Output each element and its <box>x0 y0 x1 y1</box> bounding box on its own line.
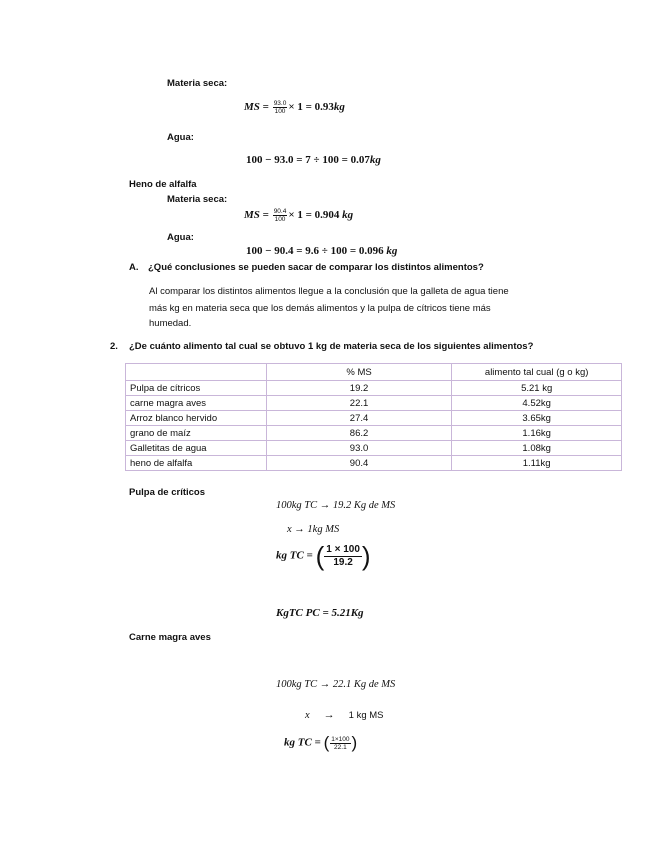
as-fed-cell: 1.08kg <box>452 441 622 456</box>
table-header-cell: alimento tal cual (g o kg) <box>452 364 622 381</box>
ms-percent-cell: 93.0 <box>266 441 452 456</box>
as-fed-cell: 1.16kg <box>452 426 622 441</box>
as-fed-cell: 3.65kg <box>452 411 622 426</box>
agua-formula: 100 − 93.0 = 7 ÷ 100 = 0.07kg <box>246 154 381 166</box>
ms-percent-cell: 90.4 <box>266 456 452 471</box>
ms-percent-cell: 19.2 <box>266 381 452 396</box>
heno-heading: Heno de alfalfa <box>129 179 197 190</box>
question-a-marker: A. <box>129 262 139 273</box>
pulpa-line-1: 100kg TC → 19.2 Kg de MS <box>276 500 396 511</box>
pulpa-kgtc-formula: kg TC = ( $\frac{1 \times 100}{19.2}$ ) <box>276 541 371 571</box>
pulpa-heading: Pulpa de críticos <box>129 487 206 498</box>
table-row <box>126 381 622 396</box>
carne-heading: Carne magra aves <box>129 632 211 643</box>
materia-seca-label: Materia seca: <box>167 194 228 205</box>
table-row <box>126 456 622 471</box>
ms-formula: MS = $\frac{90.4}{100}$ × 1 = 0.904 kg <box>244 208 354 223</box>
answer-a-line: Al comparar los distintos alimentos llegue a la conclusión que la galleta de agua tiene <box>149 286 509 297</box>
agua-label: Agua: <box>167 132 194 143</box>
table-header-cell: % MS <box>266 364 452 381</box>
answer-a-line: más kg en materia seca que los demás alimentos y la pulpa de cítricos tiene más <box>149 303 491 314</box>
as-fed-cell: 5.21 kg <box>452 381 622 396</box>
carne-line-2: x → 1 kg MS <box>305 709 384 721</box>
dry-matter-table <box>125 363 622 471</box>
food-name-cell: Pulpa de cítricos <box>126 381 267 396</box>
food-name-cell: Arroz blanco hervido <box>126 411 267 426</box>
table-header-cell <box>126 364 267 381</box>
answer-a-line: humedad. <box>149 318 192 329</box>
ms-percent-cell: 86.2 <box>266 426 452 441</box>
agua-formula: 100 − 90.4 = 9.6 ÷ 100 = 0.096 kg <box>246 245 398 257</box>
food-name-cell: grano de maíz <box>126 426 267 441</box>
food-name-cell: heno de alfalfa <box>126 456 267 471</box>
carne-line-1: 100kg TC → 22.1 Kg de MS <box>276 679 396 690</box>
materia-seca-label: Materia seca: <box>167 78 228 89</box>
carne-kgtc-formula: kg TC = ( $\frac{1\times 100}{22.1}$ ) <box>284 733 358 752</box>
food-name-cell: Galletitas de agua <box>126 441 267 456</box>
table-header-row <box>126 364 622 381</box>
pulpa-result: KgTC PC = 5.21Kg <box>276 607 364 619</box>
table-row <box>126 441 622 456</box>
agua-label: Agua: <box>167 232 194 243</box>
ms-percent-cell: 27.4 <box>266 411 452 426</box>
question-a-text: ¿Qué conclusiones se pueden sacar de comparar los distintos alimentos? <box>148 262 484 273</box>
as-fed-cell: 1.11kg <box>452 456 622 471</box>
question-2-marker: 2. <box>110 341 118 352</box>
table-row <box>126 396 622 411</box>
table-row <box>126 426 622 441</box>
as-fed-cell: 4.52kg <box>452 396 622 411</box>
table-row <box>126 411 622 426</box>
ms-percent-cell: 22.1 <box>266 396 452 411</box>
pulpa-line-2: x → 1kg MS <box>287 524 340 535</box>
ms-formula: MS = $\frac{93.0}{100}$ × 1 = 0.93kg <box>244 100 345 115</box>
food-name-cell: carne magra aves <box>126 396 267 411</box>
question-2-text: ¿De cuánto alimento tal cual se obtuvo 1 kg de materia seca de los siguientes alimentos? <box>129 341 534 352</box>
